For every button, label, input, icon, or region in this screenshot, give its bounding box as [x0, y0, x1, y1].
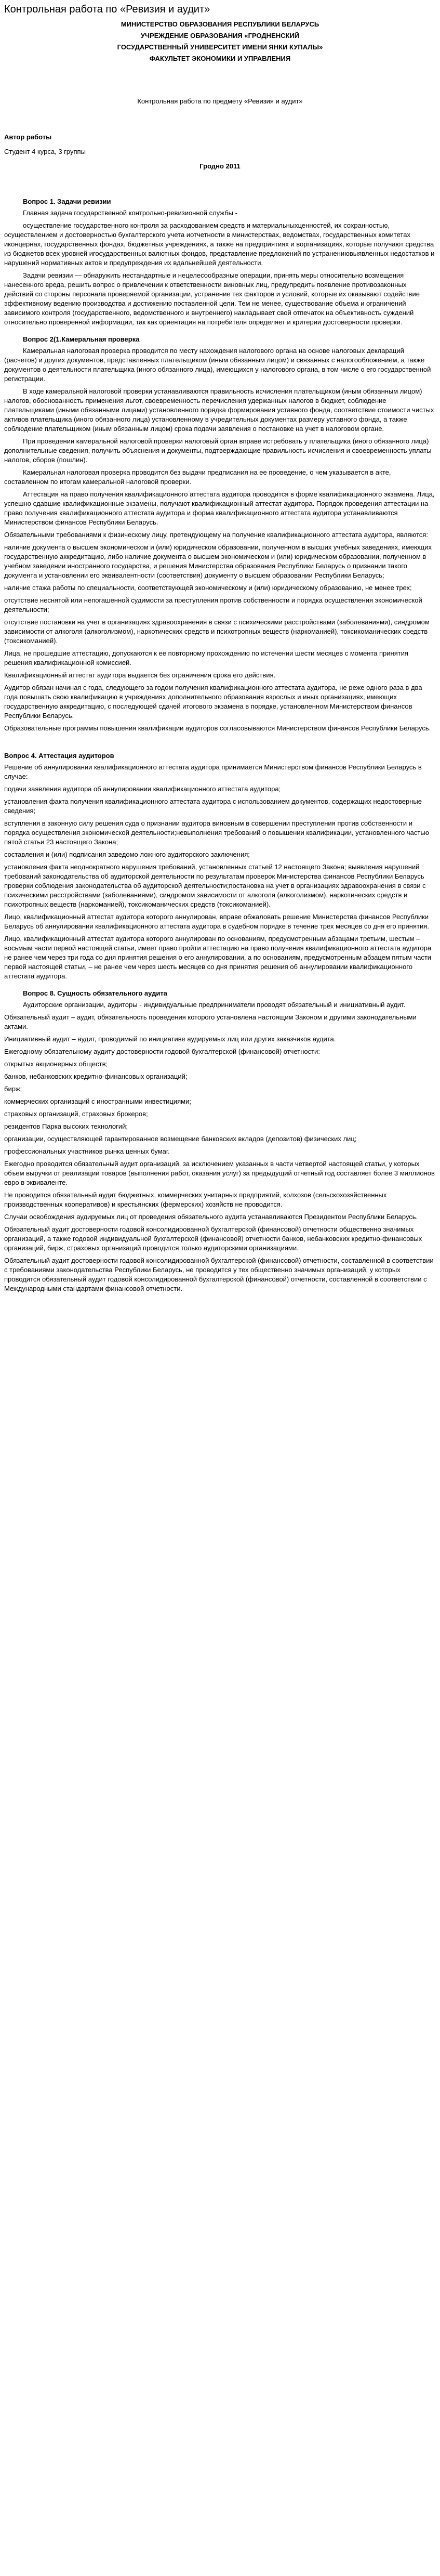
paragraph: Задачи ревизии — обнаружить нестандартные и нецелесообразные операции, принять меры относительно возмещения нанесенного вреда, решить вопрос о привлечении к ответственности виновных лиц, предупредить появление противозаконных действий со стороны персонала проверяемой организации, устранение тех факторов и условий, которые их оказывают содействие эффективному ведению производства и достижению поставленной цели. Тем не менее, существование объема и ограничений зависимого контроля (государственного, ведомственного и внутреннего) накладывает свой отпечаток на объективность суждений относительно проверенной информации, так как ориентация на потребителя определяет и критерии достоверности проверки.	[4, 271, 420, 326]
paragraph: Лицо, квалификационный аттестат аудитора которого аннулирован, вправе обжаловать решение Министерства финансов Республики Беларусь об аннулировании квалификационного аттестата аудитора в судебном порядке в течение трех месяцев со дня его принятия.	[4, 913, 429, 930]
section-title: Вопрос 2(1.Камеральная проверка	[23, 335, 140, 343]
list-item: банков, небанковских кредитно-финансовых организаций;	[4, 1073, 188, 1080]
paragraph: отсутствие неснятой или непогашенной судимости за преступления против собственности и порядка осуществления экономической деятельности;	[4, 596, 422, 613]
section-title: Вопрос 1. Задачи ревизии	[23, 198, 111, 205]
paragraph: Случаи освобождения аудируемых лиц от проведения обязательного аудита устанавливаются Президентом Республики Беларусь.	[4, 1213, 418, 1221]
list-item: открытых акционерных обществ;	[4, 1060, 108, 1068]
paragraph: В ходе камеральной налоговой проверки устанавливаются правильность исчисления плательщиком (иным обязанным лицом) налогов, обоснованность применения льгот, своевременность перечисления удержанных налогов в бюджет, соблюдение плательщиками (иными обязанными лицами) установленного порядка формирования уставного фонда, соответствие стоимости чистых активов плательщика (иного обязанного лица) установленному в учредительных документах размеру уставного фонда, а также соблюдение плательщиком (иным обязанным лицом) срока подачи заявления о постановке на учет в налоговом органе.	[4, 387, 434, 433]
paragraph: Главная задача государственной контрольно-ревизионной службы -	[23, 209, 237, 217]
section-question-8	[4, 988, 436, 1293]
author-label: Автор работы	[4, 133, 52, 141]
list-item: организации, осуществляющей гарантированное возмещение банковских вкладов (депозитов) физических лиц;	[4, 1135, 357, 1143]
paragraph: Решение об аннулировании квалификационного аттестата аудитора принимается Министерством финансов Республики Беларусь в случае:	[4, 763, 422, 780]
paragraph: установления факта получения квалификационного аттестата аудитора с использованием документов, содержащих недостоверные сведения;	[4, 797, 422, 815]
paragraph: подачи заявления аудитора об аннулировании квалификационного аттестата аудитора;	[4, 785, 281, 793]
list-item: резидентов Парка высоких технологий;	[4, 1122, 128, 1130]
section-question-4	[4, 751, 436, 981]
city-year: Гродно 2011	[199, 162, 241, 170]
header-faculty: ФАКУЛЬТЕТ ЭКОНОМИКИ И УПРАВЛЕНИЯ	[149, 55, 291, 62]
paragraph: Аудиторские организации, аудиторы - индивидуальные предприниматели проводят обязательный и инициативный аудит.	[23, 1001, 406, 1009]
paragraph: установления факта неоднократного нарушения требований, установленных статьей 12 настоящего Закона; выявления нарушений требований законодательства об аудиторской деятельности по результатам проверок Министерства финансов Республики Беларусь проверки соблюдения законодательства об аудиторской деятельности;постановка на учет в организациях здравоохранения в связи с психическими расстройствами (заболеваниями), синдромом зависимости от алкоголя (алкоголизмом), наркотических средств и психотропных веществ (наркоманией), токсикоманических средств (токсикоманией).	[4, 863, 426, 908]
paragraph: Обязательный аудит достоверности годовой консолидированной бухгалтерской (финансовой) отчетности, составленной в соответствии с требованиями законодательства Республики Беларусь, не проводится у тех общественно значимых организаций, у которых проводится обязательный аудит годовой консолидированной бухгалтерской (финансовой) отчетности, составленной в соответствии с Международными стандартами финансовой отчетности.	[4, 1257, 434, 1292]
header-university: ГОСУДАРСТВЕННЫЙ УНИВЕРСИТЕТ ИМЕНИ ЯНКИ КУПАЛЫ»	[117, 43, 323, 51]
paragraph: наличие документа о высшем экономическом и (или) юридическом образовании, полученном в высших учебных заведениях, имеющих государственную аккредитацию, либо наличие документа о высшем экономическом и (или) юридическом образовании, полученном в учебном заведении иностранного государства, и решения Министерства образования Республики Беларусь о признании такого документа и установлении его эквивалентности (соответствия) документу о высшем образовании Республики Беларусь;	[4, 543, 432, 579]
paragraph: наличие стажа работы по специальности, соответствующей экономическому и (или) юридическому образованию, не менее трех;	[4, 584, 412, 592]
paragraph: Обязательными требованиями к физическому лицу, претендующему на получение квалификационного аттестата аудитора, являются:	[4, 531, 428, 539]
list-item: бирж;	[4, 1085, 22, 1093]
header-ministry: МИНИСТЕРСТВО ОБРАЗОВАНИЯ РЕСПУБЛИКИ БЕЛАРУСЬ	[121, 20, 319, 28]
paragraph: Аудитор обязан начиная с года, следующего за годом получения квалификационного аттестата аудитора, не реже одного раза в два года повышать свою квалификацию в учреждениях дополнительного образования взрослых и иных организациях, имеющих государственную аккредитацию, с последующей сдачей итогового экзамена в порядке, установленном Министерством финансов Республики Беларусь.	[4, 684, 422, 720]
paragraph: Ежегодному обязательному аудиту достоверности годовой бухгалтерской (финансовой) отчетности:	[4, 1048, 320, 1055]
header-block	[4, 19, 436, 64]
list-item: страховых организаций, страховых брокеров;	[4, 1110, 148, 1118]
list-item: коммерческих организаций с иностранными инвестициями;	[4, 1097, 191, 1105]
paragraph: При проведении камеральной налоговой проверки налоговый орган вправе истребовать у плательщика (иного обязанного лица) дополнительные сведения, получить объяснения и документы, подтверждающие правильность исчисления и своевременность уплаты налогов, сборов (пошлин).	[4, 437, 432, 464]
paragraph: Образовательные программы повышения квалификации аудиторов согласовываются Министерством финансов Республики Беларусь.	[4, 724, 431, 732]
page-title: Контрольная работа по «Ревизия и аудит»	[4, 4, 210, 15]
section-title: Вопрос 4. Аттестация аудиторов	[4, 752, 114, 760]
paragraph: Аттестация на право получения квалификационного аттестата аудитора проводится в форме квалификационного экзамена. Лица, успешно сдавшие квалификационные экзамены, получают квалификационный аттестат аудитора. Порядок проведения аттестации на право получения квалификационного аттестата аудитора и форма квалификационного аттестата аудитора устанавливаются Министерством финансов Республики Беларусь.	[4, 490, 435, 526]
paragraph: Ежегодно проводится обязательный аудит организаций, за исключением указанных в части четвертой настоящей статьи, у которых объем выручки от реализации товаров (выполнения работ, оказания услуг) за предыдущий отчетный год составляет более 3 миллионов евро в эквиваленте.	[4, 1160, 435, 1186]
paragraph: Камеральная налоговая проверка проводится по месту нахождения налогового органа на основе налоговых деклараций (расчетов) и других документов, представленных плательщиком (иным обязанным лицом) и связанных с налогообложением, а также документов о деятельности плательщика (иного обязанного лица), имеющихся у налогового органа, в том числе о его государственной регистрации.	[4, 347, 431, 383]
section-question-1	[4, 197, 436, 327]
section-title: Вопрос 8. Сущность обязательного аудита	[23, 989, 167, 997]
paragraph: отсутствие постановки на учет в организациях здравоохранения в связи с психическими расстройствами (заболеваниями), синдромом зависимости от алкоголя (алкоголизмом), наркотических средств и психотропных веществ (наркоманией), токсикоманических средств (токсикоманией).	[4, 618, 430, 645]
paragraph: Камеральная налоговая проверка проводится без выдачи предписания на ее проведение, о чем указывается в акте, составленном по итогам камеральной налоговой проверки.	[4, 468, 391, 486]
paragraph: Квалификационный аттестат аудитора выдается без ограничения срока его действия.	[4, 671, 276, 679]
subject-line: Контрольная работа по предмету «Ревизия и аудит»	[137, 97, 303, 105]
section-question-2	[4, 334, 436, 733]
paragraph: Лицо, квалификационный аттестат аудитора которого аннулирован по основаниям, предусмотренным абзацами третьим, шестым – восьмым части первой настоящей статьи, имеет право пройти аттестацию на право получения квалификационного аттестата аудитора не ранее чем через три года со дня принятия решения о его аннулировании, а по основаниям, предусмотренным абзацем пятым части первой настоящей статьи, – не ранее чем через шесть месяцев со дня принятия решения об аннулировании квалификационного аттестата аудитора.	[4, 935, 432, 980]
paragraph: осуществление государственного контроля за расходованием средств и материальныхценностей, их сохранностью, осуществлением и достоверностью бухгалтерского учета иотчетности в министерствах, ведомствах, государственных комитетах иконцернах, государственных фондах, бюджетных учреждениях, а также на предприятиях и ворганизациях, которые получают средства из бюджетов всех уровней игосударственных валютных фондов, представление предложений по устранениювыявленных недостатков и нарушений нормативных актов и предупреждения их вдальнейшей деятельности.	[4, 221, 435, 267]
paragraph: Инициативный аудит – аудит, проводимый по инициативе аудируемых лиц или других заказчиков аудита.	[4, 1035, 336, 1043]
header-institution: УЧРЕЖДЕНИЕ ОБРАЗОВАНИЯ «ГРОДНЕНСКИЙ	[140, 32, 300, 40]
paragraph: Лица, не прошедшие аттестацию, допускаются к ее повторному прохождению по истечении шести месяцев с момента принятия решения квалификационной комиссией.	[4, 649, 409, 666]
paragraph: вступления в законную силу решения суда о признании аудитора виновным в совершении преступления против собственности и порядка осуществления экономической деятельности;невыполнения требований о повышении квалификации, установленного частью пятой статьи 23 настоящего Закона;	[4, 819, 429, 846]
list-item: профессиональных участников рынка ценных бумаг.	[4, 1147, 170, 1155]
paragraph: Обязательный аудит – аудит, обязательность проведения которого установлена настоящим Законом и другими законодательными актами.	[4, 1013, 417, 1030]
paragraph: Обязательный аудит достоверности годовой консолидированной бухгалтерской (финансовой) отчетности общественно значимых организаций, а также годовой индивидуальной бухгалтерской (финансовой) отчетности банков, небанковских кредитно-финансовых организаций, бирж, страховых организаций проводится только аудиторскими организациями.	[4, 1225, 422, 1252]
paragraph: Не проводится обязательный аудит бюджетных, коммерческих унитарных предприятий, колхозов (сельскохозяйственных производственных кооперативов) и крестьянских (фермерских) хозяйств не проводится.	[4, 1191, 387, 1208]
author-text: Студент 4 курса, 3 группы	[4, 148, 86, 155]
paragraph: составления и (или) подписания заведомо ложного аудиторского заключения;	[4, 851, 250, 858]
